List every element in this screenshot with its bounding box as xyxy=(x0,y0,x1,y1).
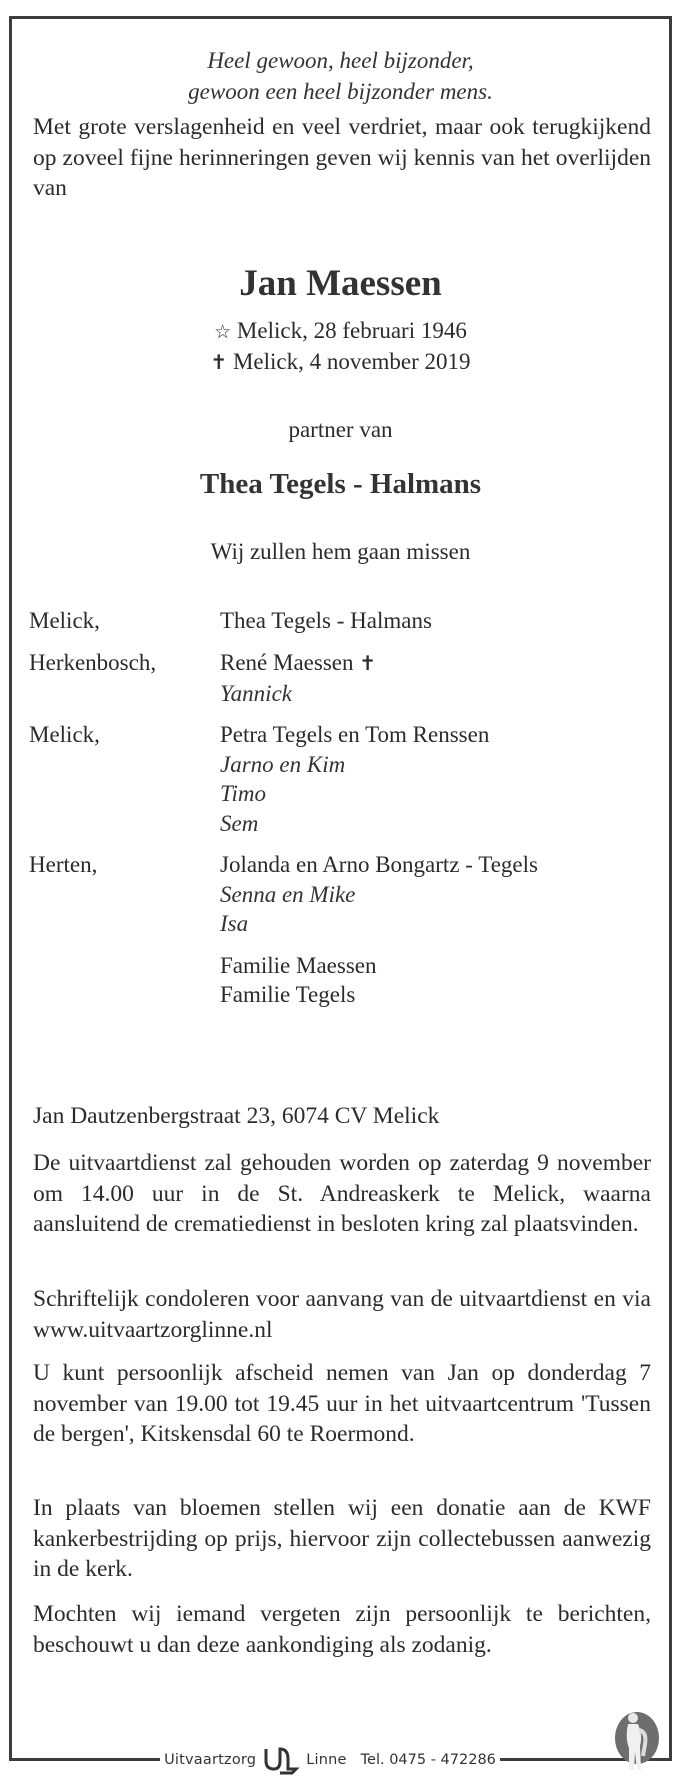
grandchild-name xyxy=(220,750,649,780)
name-text: Petra Tegels en Tom Renssen xyxy=(220,722,490,747)
paragraph-farewell: U kunt persoonlijk afscheid nemen van Jan op donderdag 7 november van 19.00 tot 19.45 uur in het uitvaartcentrum 'Tussen de bergen', Kitskensdal 60 te Roermond. xyxy=(33,1360,651,1447)
partner-label: partner van xyxy=(288,417,393,442)
paragraph-closing: Mochten wij iemand vergeten zijn persoonlijk te berichten, beschouwt u dan deze aankondiging als zodanig. xyxy=(33,1601,651,1658)
grandchild-name xyxy=(220,880,649,910)
family-place xyxy=(29,951,220,1010)
name-text: Timo xyxy=(220,781,267,806)
family-names xyxy=(220,648,649,708)
grandchild-name xyxy=(220,909,649,939)
cross-icon: ✝ xyxy=(359,651,377,675)
relative-name xyxy=(220,720,649,750)
birth-line xyxy=(12,316,669,347)
star-icon: ☆ xyxy=(214,321,232,343)
name-text: Senna en Mike xyxy=(220,881,356,907)
death-line xyxy=(12,347,669,377)
grandchild-name xyxy=(220,779,649,809)
relative-name xyxy=(220,850,649,880)
name-text: Isa xyxy=(220,911,249,936)
family-group xyxy=(29,850,649,939)
family-names xyxy=(220,606,649,636)
name-text: Thea Tegels - Halmans xyxy=(220,608,432,633)
name-text: René Maessen xyxy=(220,650,354,675)
grandchild-name xyxy=(220,679,649,709)
family-names xyxy=(220,850,649,939)
family-place: Herkenbosch, xyxy=(29,650,157,675)
family-list xyxy=(29,606,649,1022)
family-place: Herten, xyxy=(29,852,98,877)
name-text: Jolanda en Arno Bongartz - Tegels xyxy=(220,852,538,877)
family-place: Melick, xyxy=(29,722,100,747)
funeral-home-signature xyxy=(160,1745,500,1775)
family-names xyxy=(220,720,649,838)
family-names xyxy=(220,951,649,1010)
family-place: Melick, xyxy=(29,608,100,633)
death-text: Melick, 4 november 2019 xyxy=(232,349,471,374)
address: Jan Dautzenbergstraat 23, 6074 CV Melick xyxy=(33,1103,440,1129)
paragraph-condolences: Schriftelijk condoleren voor aanvang van de uitvaartdienst en via www.uitvaartzorglinne.nl xyxy=(33,1286,651,1343)
relative-name xyxy=(220,648,649,679)
life-dates xyxy=(12,316,669,377)
motto-line-1: Heel gewoon, heel bijzonder, xyxy=(207,48,474,73)
phone-number: Tel. 0475 - 472286 xyxy=(360,1752,496,1768)
family-group xyxy=(29,720,649,838)
paragraph-donation: In plaats van bloemen stellen wij een donatie aan de KWF kankerbestrijding op prijs, hiervoor zijn collectebussen aanwezig in de kerk. xyxy=(33,1495,651,1582)
partner-name: Thea Tegels - Halmans xyxy=(199,468,482,500)
family-group xyxy=(29,606,649,636)
motto xyxy=(12,45,669,107)
paragraph-service: De uitvaartdienst zal gehouden worden op zaterdag 9 november om 14.00 uur in de St. Andreaskerk te Melick, waarna aansluitend de crematiedienst in besloten kring zal plaatsvinden. xyxy=(33,1150,651,1237)
name-text: Sem xyxy=(220,810,259,836)
birth-text: Melick, 28 februari 1946 xyxy=(236,318,467,343)
relative-name xyxy=(220,951,649,981)
family-group xyxy=(29,951,649,1010)
motto-line-2: gewoon een heel bijzonder mens. xyxy=(188,79,493,104)
miss-line: Wij zullen hem gaan missen xyxy=(210,539,471,564)
uitvaartzorg-linne-logo-icon xyxy=(262,1745,300,1775)
intro-text: Met grote verslagenheid en veel verdriet, maar ook terugkijkend op zoveel fijne herinneringen geven wij kennis van het overlijden van xyxy=(33,114,651,201)
family-group xyxy=(29,648,649,708)
footer xyxy=(0,1745,677,1775)
name-text: Jarno en Kim xyxy=(220,751,346,777)
name-text: Familie Tegels xyxy=(220,982,356,1007)
brand-right: Linne xyxy=(306,1752,347,1768)
cross-icon: ✝ xyxy=(210,350,228,374)
memorial-figure-badge-icon xyxy=(613,1708,661,1774)
deceased-name: Jan Maessen xyxy=(239,263,442,304)
grandchild-name xyxy=(220,809,649,839)
relative-name xyxy=(220,606,649,636)
name-text: Yannick xyxy=(220,680,292,706)
brand-left: Uitvaartzorg xyxy=(164,1752,257,1768)
relative-name xyxy=(220,980,649,1010)
name-text: Familie Maessen xyxy=(220,952,377,978)
